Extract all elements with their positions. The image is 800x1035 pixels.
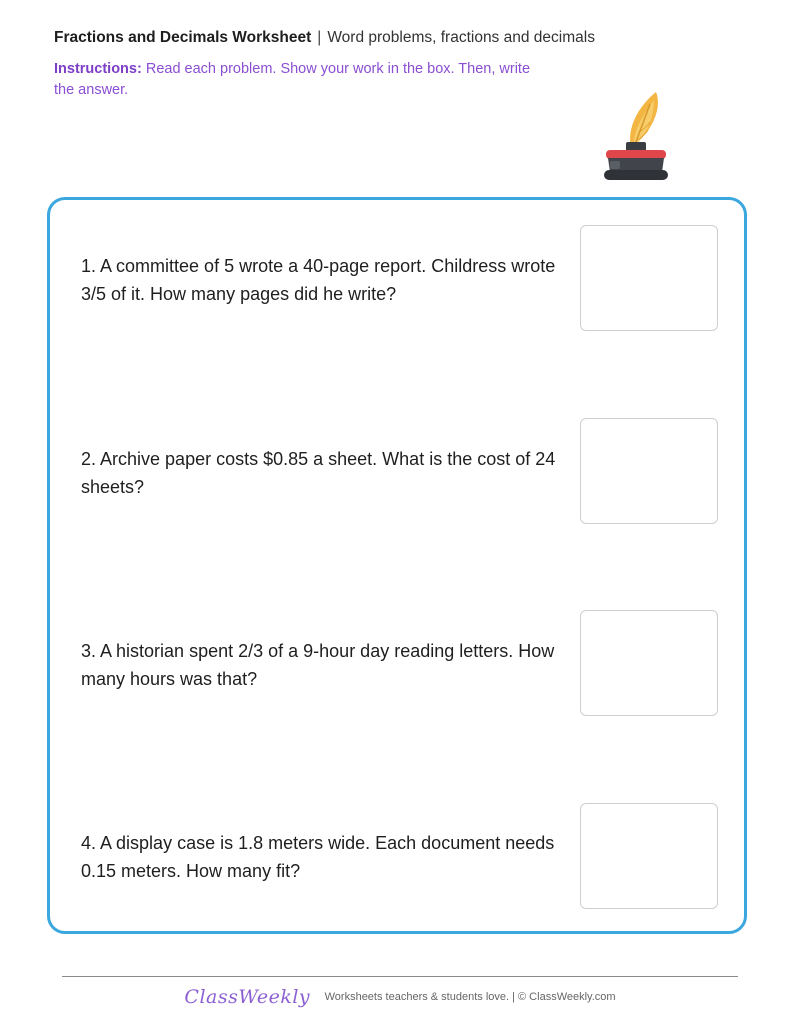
instructions-text: Read each problem. Show your work in the box. Then, write the answer.	[54, 61, 531, 98]
problem-4: 4. A display case is 1.8 meters wide. Each document needs 0.15 meters. How many fit?	[81, 833, 555, 881]
answer-box-1[interactable]	[580, 225, 718, 331]
instructions-label: Instructions:	[54, 61, 142, 77]
answer-box-4[interactable]	[580, 803, 718, 909]
footer-tagline: Worksheets teachers & students love. | © ClassWeekly.com	[324, 991, 616, 1003]
answer-box-2[interactable]	[580, 418, 718, 524]
worksheet-title: Fractions and Decimals Worksheet	[54, 29, 312, 46]
problem-1: 1. A committee of 5 wrote a 40-page report. Childress wrote 3/5 of it. How many pages did he write?	[81, 256, 556, 304]
footer	[0, 986, 800, 1008]
footer-divider	[62, 976, 738, 977]
instructions	[54, 59, 534, 101]
answer-box-3[interactable]	[580, 610, 718, 716]
inkwell-quill-icon	[598, 88, 672, 188]
problem-2: 2. Archive paper costs $0.85 a sheet. What is the cost of 24 sheets?	[81, 449, 556, 497]
problem-3: 3. A historian spent 2/3 of a 9-hour day reading letters. How many hours was that?	[81, 641, 555, 689]
header-separator: |	[317, 29, 322, 46]
brand-logo: ClassWeekly	[184, 986, 311, 1008]
worksheet-header	[54, 28, 754, 48]
worksheet-subtitle: Word problems, fractions and decimals	[327, 29, 595, 46]
